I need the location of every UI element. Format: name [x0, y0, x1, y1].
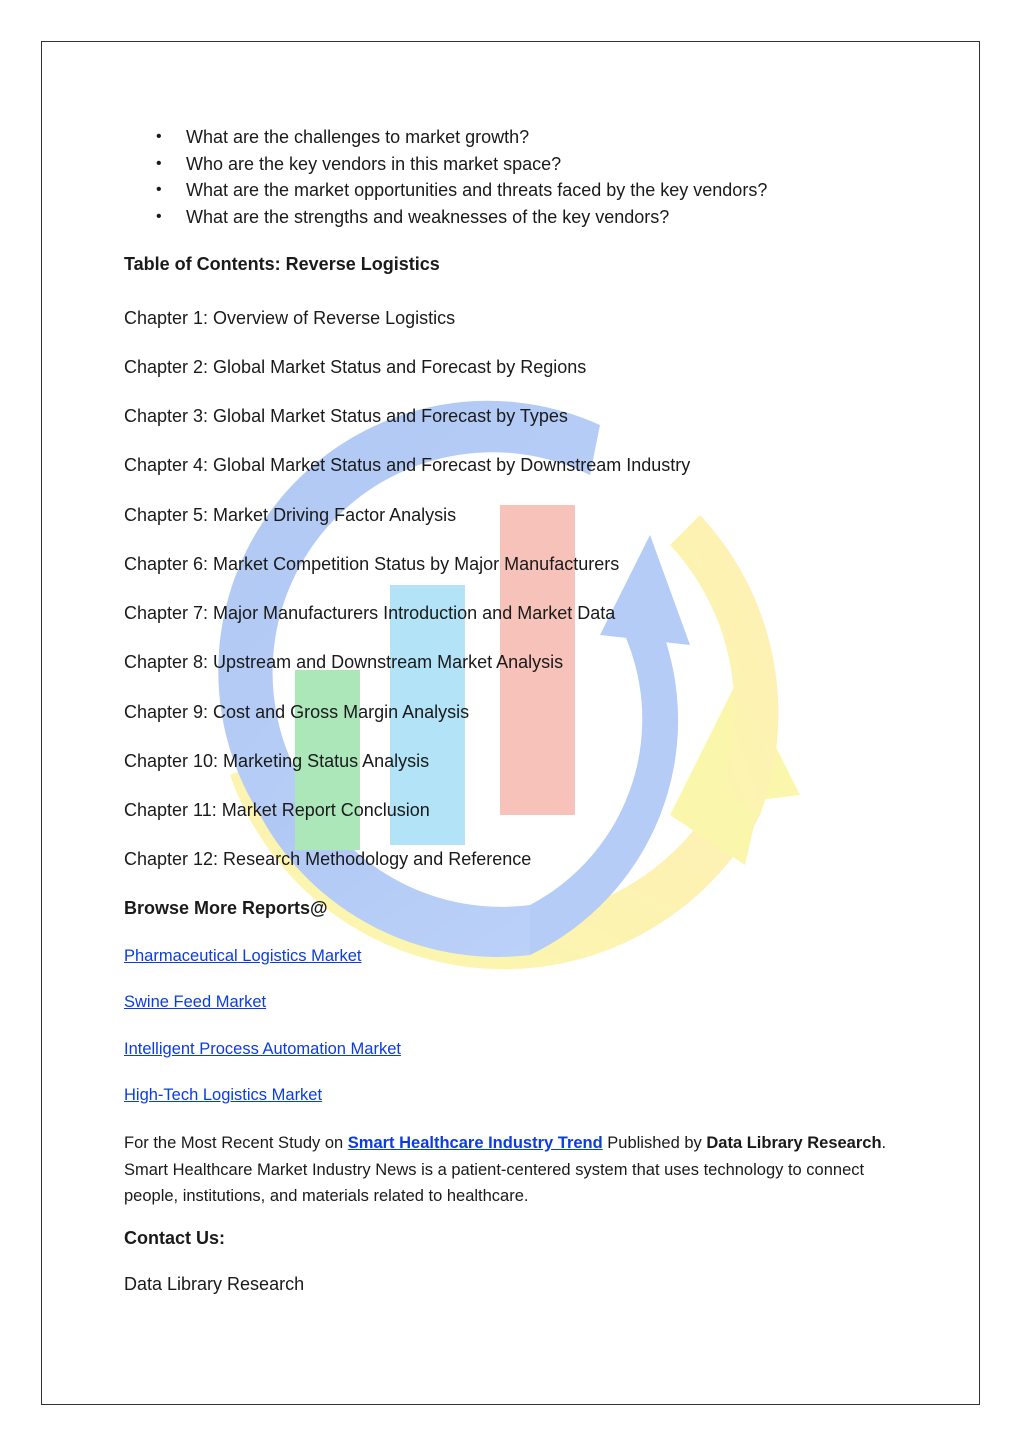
publisher-name: Data Library Research — [706, 1134, 882, 1152]
list-item — [124, 151, 924, 178]
contact-heading: Contact Us: — [124, 1228, 226, 1248]
list-item — [124, 177, 924, 204]
study-period: . — [881, 1134, 887, 1152]
toc-chapter: Chapter 11: Market Report Conclusion — [124, 800, 430, 820]
toc-chapter: Chapter 5: Market Driving Factor Analysis — [124, 505, 457, 525]
study-prefix: For the Most Recent Study on — [124, 1134, 348, 1152]
document-body — [124, 124, 924, 1294]
bullet-icon: • — [156, 154, 162, 172]
question-text: What are the challenges to market growth? — [186, 127, 530, 147]
study-middle: Published by — [602, 1134, 707, 1152]
question-text: What are the market opportunities and threats faced by the key vendors? — [186, 180, 768, 200]
company-name: Data Library Research — [124, 1274, 305, 1294]
toc-heading: Table of Contents: Reverse Logistics — [124, 254, 440, 274]
study-description: Smart Healthcare Market Industry News is a patient-centered system that uses technology to connect people, institutions, and materials related to healthcare. — [124, 1160, 865, 1205]
bullet-icon: • — [156, 207, 162, 225]
toc-chapter: Chapter 3: Global Market Status and Forecast by Types — [124, 406, 568, 426]
toc-chapter: Chapter 1: Overview of Reverse Logistics — [124, 308, 456, 328]
list-item — [124, 204, 924, 231]
report-link-high-tech-logistics[interactable]: High-Tech Logistics Market — [124, 1086, 323, 1104]
smart-healthcare-link[interactable]: Smart Healthcare Industry Trend — [347, 1134, 603, 1152]
toc-chapter: Chapter 4: Global Market Status and Forecast by Downstream Industry — [124, 455, 691, 475]
toc-chapter: Chapter 9: Cost and Gross Margin Analysis — [124, 702, 470, 722]
toc-chapter: Chapter 7: Major Manufacturers Introduction and Market Data — [124, 603, 616, 623]
bullet-icon: • — [156, 128, 162, 145]
report-link-intelligent-process-automation[interactable]: Intelligent Process Automation Market — [124, 1040, 401, 1058]
toc-chapter: Chapter 2: Global Market Status and Forecast by Regions — [124, 357, 587, 377]
toc-chapter: Chapter 6: Market Competition Status by Major Manufacturers — [124, 554, 620, 574]
bullet-icon: • — [156, 181, 162, 198]
study-paragraph — [124, 1130, 914, 1210]
question-list — [124, 124, 924, 230]
browse-heading: Browse More Reports@ — [124, 898, 328, 918]
toc-chapter: Chapter 10: Marketing Status Analysis — [124, 751, 430, 771]
toc-chapter: Chapter 8: Upstream and Downstream Market Analysis — [124, 652, 564, 672]
report-link-pharmaceutical-logistics[interactable]: Pharmaceutical Logistics Market — [124, 947, 362, 965]
list-item — [124, 124, 924, 151]
report-link-swine-feed[interactable]: Swine Feed Market — [124, 993, 267, 1011]
question-text: What are the strengths and weaknesses of the key vendors? — [186, 206, 670, 227]
question-text: Who are the key vendors in this market space? — [186, 153, 562, 174]
toc-chapter: Chapter 12: Research Methodology and Reference — [124, 849, 532, 869]
